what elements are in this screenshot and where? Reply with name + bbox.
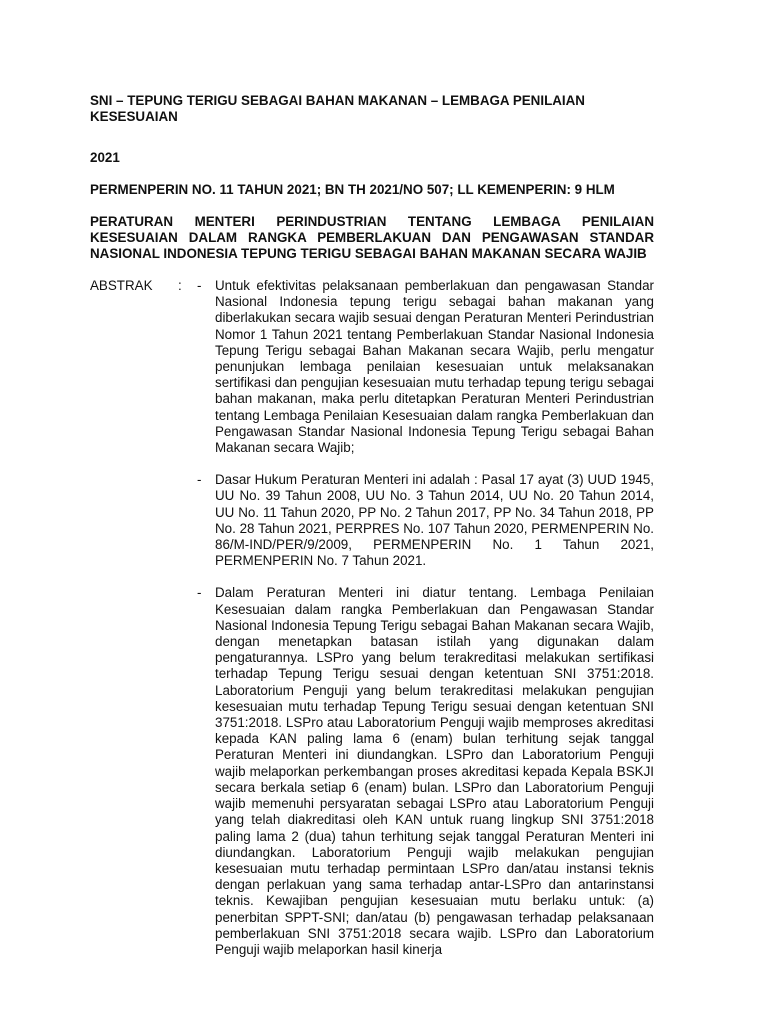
abstract-item [90,585,654,958]
abstract-label: ABSTRAK [90,278,153,293]
abstract-item-text: Dasar Hukum Peraturan Menteri ini adalah : Pasal 17 ayat (3) UUD 1945, UU No. 39 Tahun 2008, UU No. 3 Tahun 2014, UU No. 20 Tahun 2014, UU No. 11 Tahun 2020, PP No. 2 Tahun 2017, PP No. 34 Tahun 2018, PP No. 28 Tahun 2021, PERPRES No. 107 Tahun 2020, PERMENPERIN No. 86/M-IND/PER/9/2009, PERMENPERIN No. 1 Tahun 2021, PERMENPERIN No. 7 Tahun 2021. [215,472,654,569]
document-reference: PERMENPERIN NO. 11 TAHUN 2021; BN TH 2021/NO 507; LL KEMENPERIN: 9 HLM [90,182,615,197]
abstract-item-text: Dalam Peraturan Menteri ini diatur tentang. Lembaga Penilaian Kesesuaian dalam rangka Pemberlakuan dan Pengawasan Standar Nasional Indonesia Tepung Terigu sebagai Bahan Makanan secara Wajib, dengan menetapkan batasan istilah yang digunakan dalam pengaturannya. LSPro yang belum terakreditasi melakukan sertifikasi terhadap Tepung Terigu sesuai dengan ketentuan SNI 3751:2018. Laboratorium Penguji yang belum terakreditasi melakukan pengujian kesesuaian mutu terhadap Tepung Terigu sesuai dengan ketentuan SNI 3751:2018. LSPro atau Laboratorium Penguji wajib memproses akreditasi kepada KAN paling lama 6 (enam) bulan terhitung sejak tanggal Peraturan Menteri ini diundangkan. LSPro dan Laboratorium Penguji wajib melaporkan perkembangan proses akreditasi kepada Kepala BSKJI secara berkala setiap 6 (enam) bulan. LSPro dan Laboratorium Penguji wajib memenuhi persyaratan sebagai LSPro atau Laboratorium Penguji yang telah diakreditasi oleh KAN untuk ruang lingkup SNI 3751:2018 paling lama 2 (dua) tahun terhitung sejak tanggal Peraturan Menteri ini diundangkan. Laboratorium Penguji wajib melakukan pengujian kesesuaian mutu terhadap permintaan LSPro dan/atau instansi teknis dengan perlakuan yang sama terhadap antar-LSPro dan antarinstansi teknis. Kewajiban pengujian kesesuaian mutu berlaku untuk: (a) penerbitan SPPT-SNI; dan/atau (b) pengawasan terhadap pelaksanaan pemberlakuan SNI 3751:2018 secara wajib. LSPro dan Laboratorium Penguji wajib melaporkan hasil kinerja [215,585,654,957]
bullet-dash: - [197,278,202,293]
bullet-dash: - [197,585,202,601]
document-year: 2021 [90,150,120,165]
abstract-item [90,472,654,569]
regulation-title: PERATURAN MENTERI PERINDUSTRIAN TENTANG LEMBAGA PENILAIAN KESESUAIAN DALAM RANGKA PEMBERLAKUAN DAN PENGAWASAN STANDAR NASIONAL INDONESIA TEPUNG TERIGU SEBAGAI BAHAN MAKANAN SECARA WAJIB [90,214,654,261]
abstract-colon: : [178,278,182,293]
document-title: SNI – TEPUNG TERIGU SEBAGAI BAHAN MAKANAN – LEMBAGA PENILAIAN KESESUAIAN [90,93,585,124]
abstract-item [90,278,654,456]
abstract-section [90,278,654,958]
bullet-dash: - [197,472,202,488]
document-page [90,93,654,974]
abstract-item-text: Untuk efektivitas pelaksanaan pemberlakuan dan pengawasan Standar Nasional Indonesia tepung terigu sebagai bahan makanan yang diberlakukan secara wajib sesuai dengan Peraturan Menteri Perindustrian Nomor 1 Tahun 2021 tentang Pemberlakuan Standar Nasional Indonesia Tepung Terigu sebagai Bahan Makanan secara Wajib, perlu mengatur penunjukan lembaga penilaian kesesuaian untuk melaksanakan sertifikasi dan pengujian kesesuaian mutu terhadap tepung terigu sebagai bahan makanan, maka perlu ditetapkan Peraturan Menteri Perindustrian tentang Lembaga Penilaian Kesesuaian dalam rangka Pemberlakuan dan Pengawasan Standar Nasional Indonesia Tepung Terigu sebagai Bahan Makanan secara Wajib; [215,278,654,456]
